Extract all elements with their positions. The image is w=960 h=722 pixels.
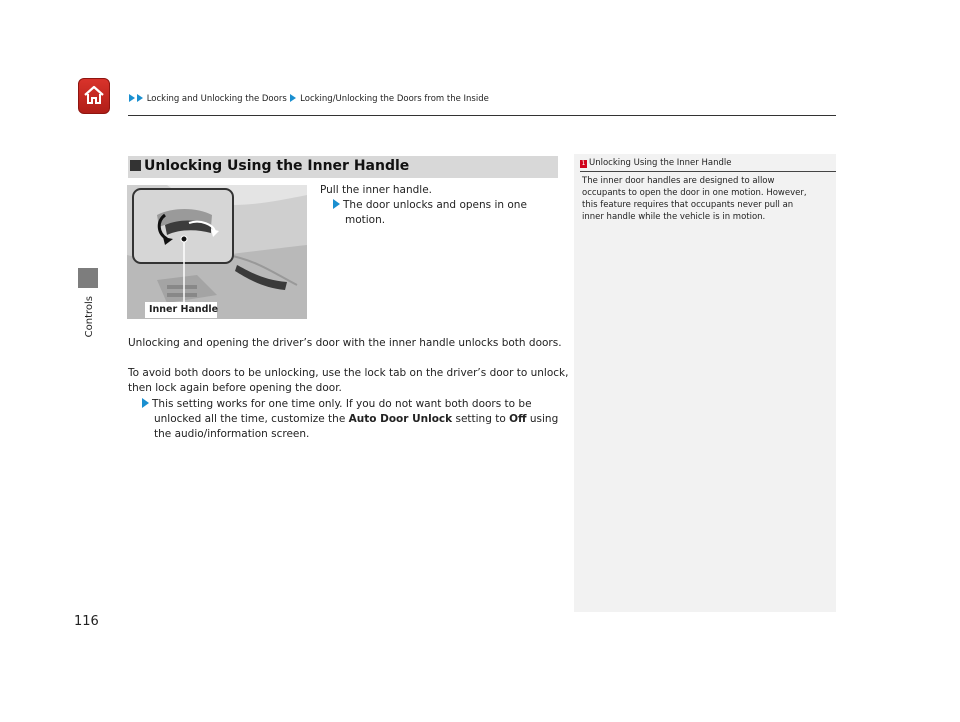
breadcrumb-arrow-icon (129, 94, 135, 102)
result-arrow-icon (333, 199, 340, 209)
door-interior-drawing (127, 185, 307, 319)
side-note-line: this feature requires that occupants never pull an (582, 200, 794, 210)
header-divider (128, 115, 836, 116)
page-number: 116 (74, 614, 99, 629)
side-note-line: The inner door handles are designed to allow (582, 176, 775, 186)
side-note-line: occupants to open the door in one motion. However, (582, 188, 807, 198)
chapter-label[interactable]: Controls (84, 296, 95, 338)
auto-door-unlock-setting: Auto Door Unlock (348, 413, 453, 425)
home-button[interactable] (78, 78, 110, 114)
side-note-divider (580, 171, 836, 172)
breadcrumb-arrow-icon (290, 94, 296, 102)
section-heading (128, 156, 558, 178)
home-icon (82, 84, 106, 106)
section-title: Unlocking Using the Inner Handle (144, 158, 410, 174)
door-handle-illustration (127, 185, 307, 319)
paragraph-avoid-line1: To avoid both doors to be unlocking, use the lock tab on the driver’s door to unlock, (128, 367, 569, 379)
figure-callout-label: Inner Handle (149, 304, 219, 315)
paragraph-avoid-line2: then lock again before opening the door. (128, 382, 342, 394)
note-text-segment: setting to (452, 413, 510, 425)
chapter-tab-marker[interactable] (78, 268, 98, 288)
step-instruction: Pull the inner handle. (320, 184, 433, 196)
setting-note (142, 397, 532, 412)
side-note-title-text: Unlocking Using the Inner Handle (589, 158, 732, 168)
setting-note-text: This setting works for one time only. If you do not want both doors to be (152, 398, 532, 410)
note-text-segment: unlocked all the time, customize the (154, 413, 349, 425)
step-result-continued: motion. (345, 214, 386, 226)
paragraph-both-doors: Unlocking and opening the driver’s door with the inner handle unlocks both doors. (128, 337, 562, 349)
side-note-line: inner handle while the vehicle is in motion. (582, 212, 766, 222)
breadcrumb (128, 94, 489, 104)
breadcrumb-item[interactable]: Locking and Unlocking the Doors (146, 94, 287, 104)
setting-note-line3: the audio/information screen. (154, 428, 310, 440)
off-value: Off (509, 413, 527, 425)
side-note-body (582, 175, 832, 223)
setting-note-line2 (154, 412, 558, 427)
step-result (333, 198, 527, 213)
breadcrumb-item[interactable]: Locking/Unlocking the Doors from the Inside (300, 94, 489, 104)
note-text-segment: using (526, 413, 559, 425)
step-result-text: The door unlocks and opens in one (343, 199, 527, 211)
side-note-title (580, 158, 731, 168)
note-arrow-icon (142, 398, 149, 408)
note-number-icon: 1 (581, 160, 586, 167)
section-square-icon (130, 160, 141, 171)
breadcrumb-arrow-icon (137, 94, 143, 102)
